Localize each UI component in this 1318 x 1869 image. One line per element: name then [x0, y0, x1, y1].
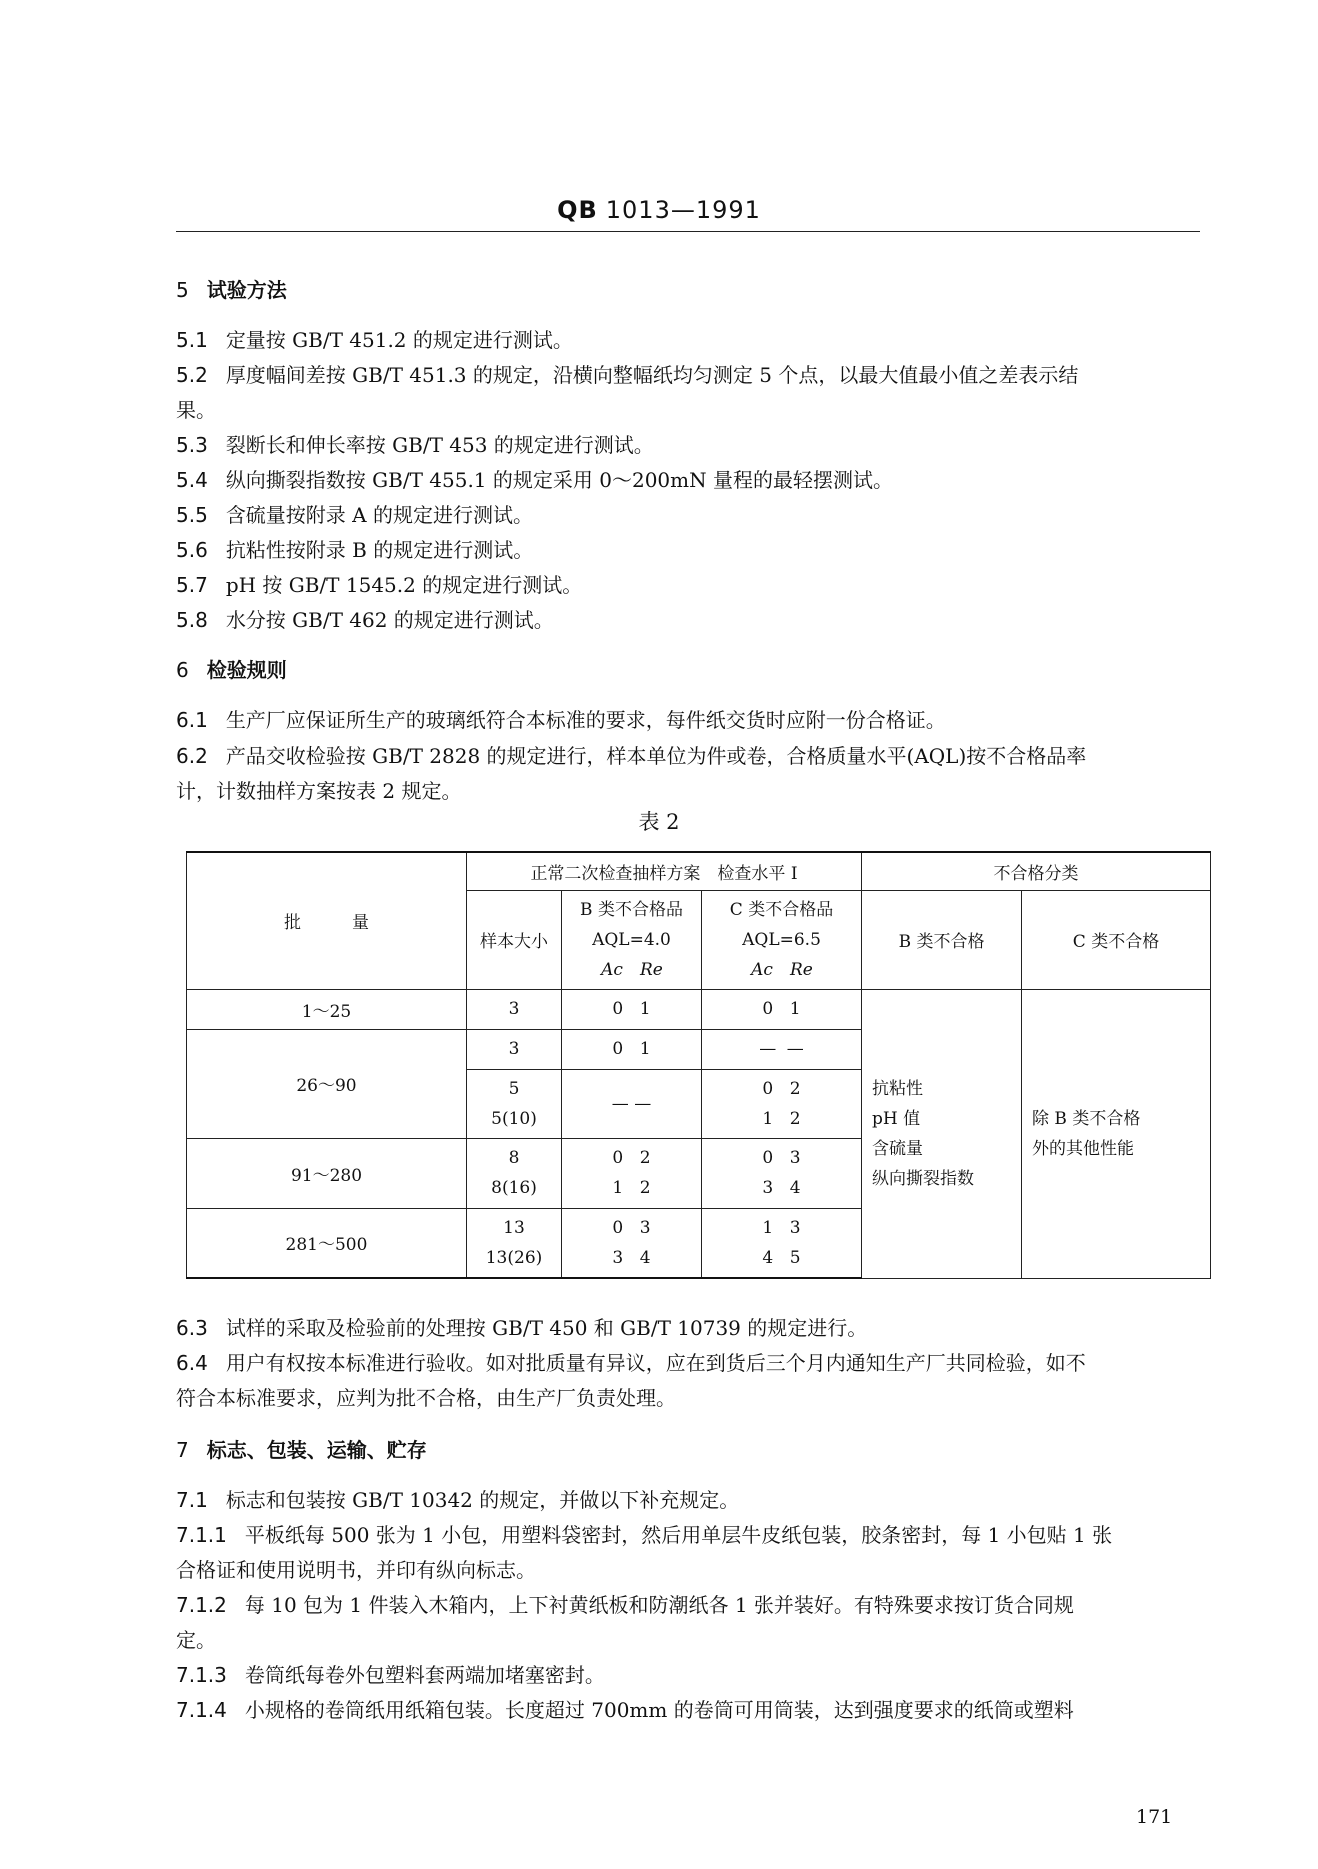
page-header-code	[0, 196, 1318, 224]
table-caption: 表 2	[638, 810, 680, 834]
clause-6-2-cont: 计，计数抽样方案按表 2 规定。	[176, 779, 462, 803]
table-row	[187, 989, 1211, 1029]
lot-cell: 91～280	[187, 1138, 467, 1208]
sample-cell: 8 8(16)	[467, 1138, 562, 1208]
standard-number: 1013—1991	[605, 196, 761, 224]
clause-5-8: 5.8 水分按 GB/T 462 的规定进行测试。	[176, 608, 554, 632]
header-sample-size: 样本大小	[467, 890, 562, 989]
b-acre-cell: 0 1	[562, 1029, 702, 1069]
header-c-class: C 类不合格	[1022, 890, 1211, 989]
lot-cell: 1～25	[187, 989, 467, 1029]
header-rule	[176, 231, 1200, 232]
clause-7-1: 7.1 标志和包装按 GB/T 10342 的规定，并做以下补充规定。	[176, 1488, 740, 1512]
clause-6-4-cont: 符合本标准要求，应判为批不合格，由生产厂负责处理。	[176, 1386, 676, 1410]
b-acre-cell: 0 2 1 2	[562, 1138, 702, 1208]
clause-5-5: 5.5 含硫量按附录 A 的规定进行测试。	[176, 503, 533, 527]
section-5-heading: 5 试验方法	[176, 278, 287, 302]
header-c-aql: C 类不合格品 AQL=6.5 Ac Re	[702, 890, 862, 989]
sample-cell: 3	[467, 989, 562, 1029]
c-acre-cell: — —	[702, 1029, 862, 1069]
clause-7-1-1-cont: 合格证和使用说明书，并印有纵向标志。	[176, 1558, 536, 1582]
clause-6-4: 6.4 用户有权按本标准进行验收。如对批质量有异议，应在到货后三个月内通知生产厂共同检验，如不	[176, 1351, 1086, 1375]
clause-5-7: 5.7 pH 按 GB/T 1545.2 的规定进行测试。	[176, 573, 583, 597]
page-number: 171	[1136, 1806, 1173, 1828]
sample-cell: 13 13(26)	[467, 1208, 562, 1278]
c-acre-cell: 0 1	[702, 989, 862, 1029]
sample-cell: 3	[467, 1029, 562, 1069]
clause-5-4: 5.4 纵向撕裂指数按 GB/T 455.1 的规定采用 0～200mN 量程的最轻摆测试。	[176, 468, 893, 492]
header-b-aql: B 类不合格品 AQL=4.0 Ac Re	[562, 890, 702, 989]
header-plan: 正常二次检查抽样方案 检查水平 I	[467, 852, 862, 890]
clause-5-3: 5.3 裂断长和伸长率按 GB/T 453 的规定进行测试。	[176, 433, 654, 457]
c-acre-cell: 0 2 1 2	[702, 1069, 862, 1138]
clause-5-6: 5.6 抗粘性按附录 B 的规定进行测试。	[176, 538, 534, 562]
c-acre-cell: 1 3 4 5	[702, 1208, 862, 1278]
clause-7-1-4: 7.1.4 小规格的卷筒纸用纸箱包装。长度超过 700mm 的卷筒可用筒装，达到强度要求的纸筒或塑料	[176, 1698, 1074, 1722]
lot-cell: 281～500	[187, 1208, 467, 1278]
clause-5-2: 5.2 厚度幅间差按 GB/T 451.3 的规定，沿横向整幅纸均匀测定 5 个点，以最大值最小值之差表示结	[176, 363, 1079, 387]
header-class: 不合格分类	[862, 852, 1211, 890]
lot-cell: 26～90	[187, 1029, 467, 1138]
clause-6-3: 6.3 试样的采取及检验前的处理按 GB/T 450 和 GB/T 10739 的规定进行。	[176, 1316, 868, 1340]
clause-6-1: 6.1 生产厂应保证所生产的玻璃纸符合本标准的要求，每件纸交货时应附一份合格证。	[176, 708, 946, 732]
clause-7-1-3: 7.1.3 卷筒纸每卷外包塑料套两端加堵塞密封。	[176, 1663, 605, 1687]
header-lot: 批 量	[187, 852, 467, 989]
clause-7-1-1: 7.1.1 平板纸每 500 张为 1 小包，用塑料袋密封，然后用单层牛皮纸包装，胶条密封，每 1 小包贴 1 张	[176, 1523, 1113, 1547]
clause-5-2-cont: 果。	[176, 398, 216, 422]
sampling-plan-table	[186, 851, 1211, 1279]
c-acre-cell: 0 3 3 4	[702, 1138, 862, 1208]
c-class-desc: 除 B 类不合格 外的其他性能	[1022, 989, 1211, 1278]
b-acre-cell: 0 1	[562, 989, 702, 1029]
clause-7-1-2-cont: 定。	[176, 1628, 216, 1652]
b-acre-cell: 0 3 3 4	[562, 1208, 702, 1278]
clause-7-1-2: 7.1.2 每 10 包为 1 件装入木箱内，上下衬黄纸板和防潮纸各 1 张并装好。有特殊要求按订货合同规	[176, 1593, 1074, 1617]
section-6-heading: 6 检验规则	[176, 658, 287, 682]
b-class-list: 抗粘性 pH 值 含硫量 纵向撕裂指数	[862, 989, 1022, 1278]
clause-6-2: 6.2 产品交收检验按 GB/T 2828 的规定进行，样本单位为件或卷，合格质量水平(AQL)按不合格品率	[176, 744, 1087, 768]
section-7-heading: 7 标志、包装、运输、贮存	[176, 1438, 427, 1462]
header-b-class: B 类不合格	[862, 890, 1022, 989]
sample-cell: 5 5(10)	[467, 1069, 562, 1138]
b-acre-cell: — —	[562, 1069, 702, 1138]
standard-prefix: QB	[557, 196, 598, 224]
clause-5-1: 5.1 定量按 GB/T 451.2 的规定进行测试。	[176, 328, 573, 352]
